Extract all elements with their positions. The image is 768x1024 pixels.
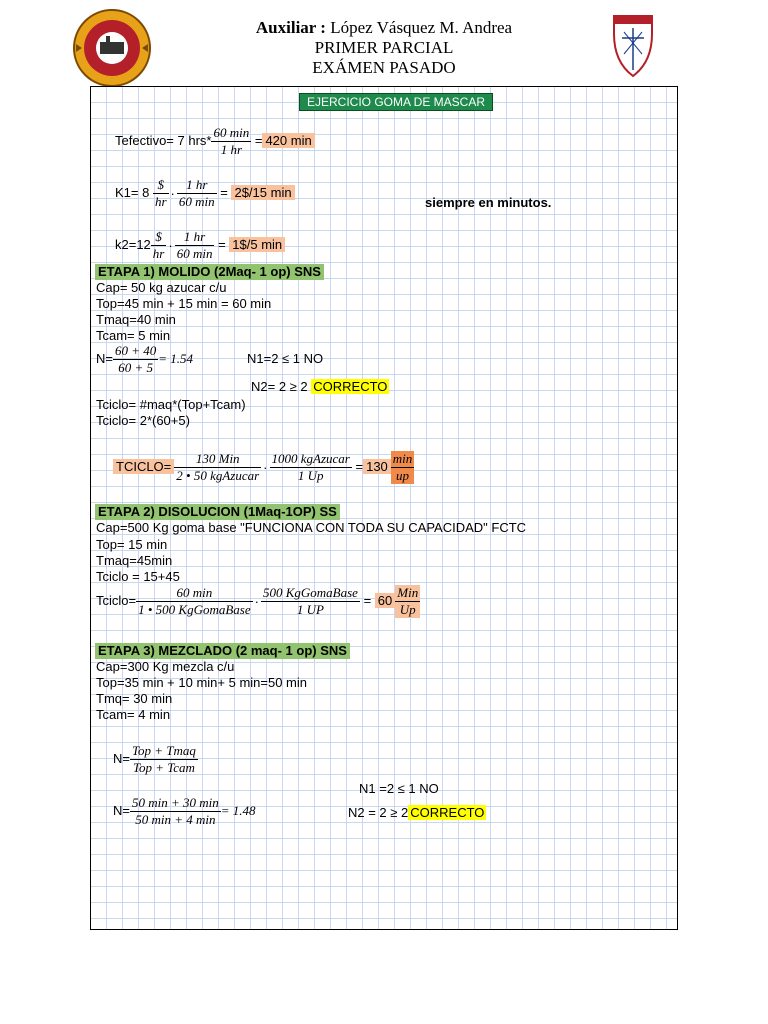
umss-shield-logo [612, 14, 654, 78]
stage3-n2-formula: N= $\frac{50 \min + 30 \min}{50 \min + 4 \min}$ = 1.48 [113, 795, 256, 827]
stage2-line: Tciclo = 15+45 [96, 569, 180, 584]
stage2-title: ETAPA 2) DISOLUCION (1Maq-1OP) SS [95, 504, 340, 520]
exam-subtitle: EXÁMEN PASADO [312, 58, 456, 77]
correct-badge: CORRECTO [410, 805, 485, 820]
stage1-n1: N1=2 ≤ 1 NO [247, 351, 324, 366]
tefectivo-row: Tefectivo= 7 hrs* $\frac{60 \min}{1 hr}$ = 420 min [115, 125, 315, 158]
stage1-line: Top=45 min + 15 min = 60 min [96, 296, 272, 311]
k2-row: k2=12 $\frac{\$}{hr}$ · $\frac{1 hr}{60 \min}$ = 1$/5 min [115, 229, 285, 262]
stage3-line: Tmq= 30 min [96, 691, 173, 706]
stage3-title: ETAPA 3) MEZCLADO (2 maq- 1 op) SNS [95, 643, 350, 659]
exam-title: PRIMER PARCIAL [314, 38, 454, 57]
stage1-tciclo-formula: TCICLO= $\frac{\text{130 Min}}{\text{2 • 50 kgAzucar}}$ · $\frac{\text{1000 kgAzucar}}{1 Up}$ = 130 $\frac{\min}{up}$ [113, 451, 414, 484]
stage2-tciclo-formula: Tciclo= $\frac{60 \min}{\text{1 • 500 KgGomaBase}}$ · $\frac{\text{500 KgGomaBase}}{1 UP}$ = 60 $\frac{\text{Min}}{Up}$ [96, 585, 419, 617]
stage3-line: Top=35 min + 10 min+ 5 min=50 min [96, 675, 308, 690]
stage2-line: Cap=500 Kg goma base "FUNCIONA CON TODA SU CAPACIDAD" FCTC [96, 520, 527, 535]
stage2-line: Top= 15 min [96, 537, 168, 552]
stage1-n2: N2= 2 ≥ 2 CORRECTO [251, 379, 388, 394]
exam-sheet [90, 86, 678, 930]
stage1-line: Cap= 50 kg azucar c/u [96, 280, 227, 295]
k2-result: 1$/5 min [229, 237, 285, 252]
page-header [0, 0, 768, 88]
auxiliar-line: Auxiliar : López Vásquez M. Andrea [255, 18, 513, 37]
stage3-n-formula: N= $\frac{\text{Top + Tmaq}}{\text{Top + Tcam}}$ [113, 743, 196, 775]
stage1-line: Tmaq=40 min [96, 312, 176, 327]
stage1-line: Tcam= 5 min [96, 328, 171, 343]
tefectivo-result: 420 min [262, 133, 314, 148]
stage1-tciclo: Tciclo= #maq*(Top+Tcam) [96, 397, 246, 412]
stage3-n2: N2 = 2 ≥ 2 CORRECTO [348, 805, 485, 820]
correct-badge: CORRECTO [313, 379, 388, 394]
k1-result: 2$/15 min [231, 185, 294, 200]
stage1-n-formula: N= $\frac{60 + 40}{60 + 5}$ = 1.54 [96, 343, 194, 375]
stage3-n1: N1 =2 ≤ 1 NO [359, 781, 439, 796]
stage3-line: Cap=300 Kg mezcla c/u [96, 659, 235, 674]
minutes-note: siempre en minutos. [425, 195, 552, 210]
stage1-tciclo: Tciclo= 2*(60+5) [96, 413, 190, 428]
exercise-title: EJERCICIO GOMA DE MASCAR [299, 93, 493, 111]
k1-row: K1= 8 $\frac{\$}{hr}$ · $\frac{1 hr}{60 \min}$ = 2$/15 min [115, 177, 295, 210]
stage3-line: Tcam= 4 min [96, 707, 171, 722]
stage2-line: Tmaq=45min [96, 553, 173, 568]
stage1-title: ETAPA 1) MOLIDO (2Maq- 1 op) SNS [95, 264, 324, 280]
